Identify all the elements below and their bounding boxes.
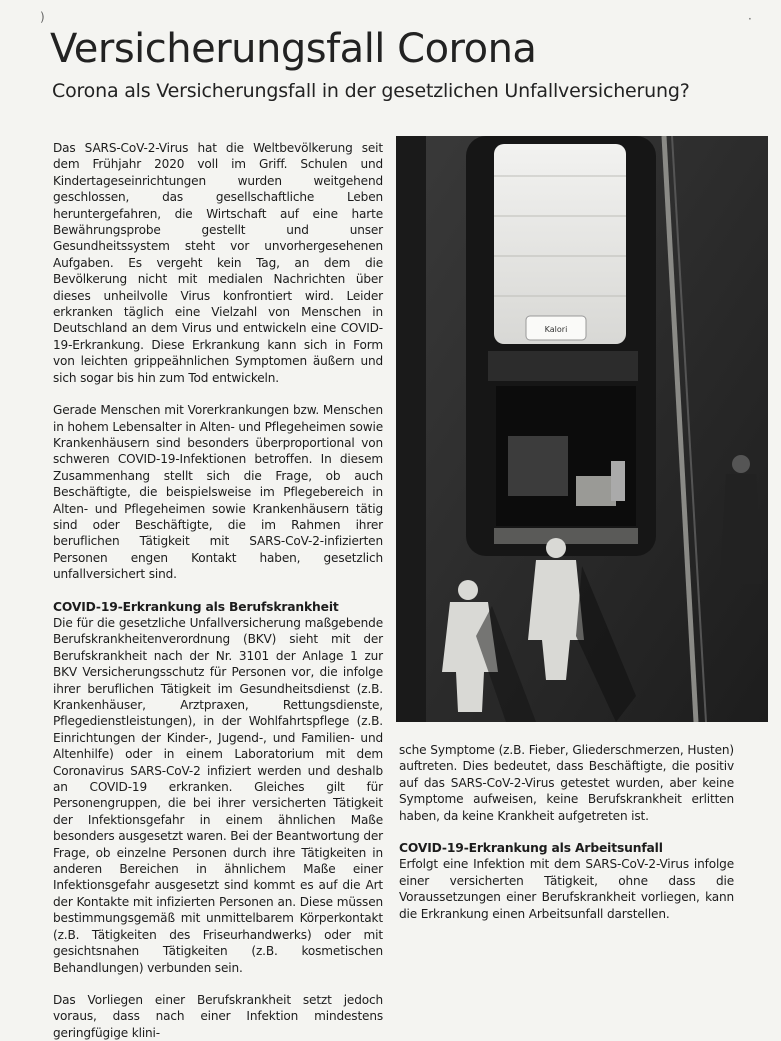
- van-brand-label: Kalori: [544, 325, 568, 334]
- paragraph: Gerade Menschen mit Vorerkrankungen bzw. Menschen in hohem Lebensalter in Alten- und Pflegeheimen sowie Krankenhäusern sind besonders überproportional von schweren COVID-19-Infektionen betroffen. In diesem Zusammenhang stellt sich die Frage, ob auch Beschäftigte, die beispielsweise im Pflegebereich in Alten- und Pflegeheimen sowie Krankenhäusern tätig sind oder Beschäftigte, die im Rahmen ihrer beruflichen Tätigkeit mit SARS-CoV-2-infizierten Personen engen Kontakt haben, gesetzlich unfallversichert sind.: [53, 403, 383, 582]
- paragraph: sche Symptome (z.B. Fieber, Gliederschmerzen, Husten) auftreten. Dies bedeutet, dass Beschäftigte, die positiv auf das SARS-CoV-2-Virus getestet wurden, aber keine Symptome aufweisen, keine Berufskrankheit erlitten haben, da keine Krankheit aufgetreten ist.: [399, 743, 734, 823]
- page-title: Versicherungsfall Corona: [50, 26, 537, 72]
- right-column: [399, 742, 734, 938]
- margin-mark: ): [40, 10, 45, 24]
- ambulance-photo: [396, 136, 768, 722]
- intro-paragraph: Das SARS-CoV-2-Virus hat die Weltbevölkerung seit dem Frühjahr 2020 voll im Griff. Schulen und Kindertageseinrichtungen wurden weitgehend geschlossen, das gesellschaftliche Leben heruntergefahren, die Wirtschaft auf eine harte Bewährungsprobe gestellt und unser Gesundheitssystem steht vor unvorhergesehenen Aufgaben. Es vergeht kein Tag, an dem die Bevölkerung nicht mit medialen Nachrichten über dieses unheilvolle Virus konfrontiert wird. Leider erkranken täglich eine Vielzahl von Menschen in Deutschland an dem Virus und entwickeln eine COVID-19-Erkrankung. Diese Erkrankung kann sich in Form von leichten grippeähnlichen Symptomen äußern und sich sogar bis hin zum Tod entwickeln.: [53, 141, 383, 385]
- left-column: [53, 140, 383, 1041]
- margin-mark: ·: [748, 12, 752, 26]
- paragraph: Erfolgt eine Infektion mit dem SARS-CoV-2-Virus infolge einer versicherten Tätigkeit, ohne dass die Voraussetzungen einer Berufskrankheit vorliegen, kann die Erkrankung einen Arbeitsunfall darstellen.: [399, 857, 734, 921]
- paragraph: Das Vorliegen einer Berufskrankheit setzt jedoch voraus, dass nach einer Infektion mindestens geringfügige klini-: [53, 992, 383, 1040]
- section-heading-arbeitsunfall: COVID-19-Erkrankung als Arbeitsunfall: [399, 841, 663, 856]
- section-heading-berufskrankheit: COVID-19-Erkrankung als Berufskrankheit: [53, 599, 339, 614]
- paragraph: Die für die gesetzliche Unfallversicherung maßgebende Berufskrankheitenverordnung (BKV) sieht mit der Berufskrankheit nach der Nr. 3101 der Anlage 1 zur BKV Versicherungsschutz für Personen vor, die infolge ihrer beruflichen Tätigkeit im Gesundheitsdienst (z.B. Krankenhäuser, Arztpraxen, Rettungsdienste, Pflegedienstleistungen), in der Wohlfahrtspflege (z.B. Einrichtungen der Kinder-, Jugend-, und Familien- und Altenhilfe) oder in einem Laboratorium mit dem Coronavirus SARS-CoV-2 infiziert werden und deshalb an COVID-19 erkranken. Gleiches gilt für Personengruppen, die bei ihrer versicherten Tätigkeit der Infektionsgefahr in einem ähnlichen Maße besonders ausgesetzt waren. Bei der Beantwortung der Frage, ob einzelne Personen durch ihre Tätigkeiten in anderen Bereichen in ähnlichem Maße einer Infektionsgefahr ausgesetzt sind kommt es auf die Art der Kontakte mit infizierten Personen an. Diese müssen bestimmungsgemäß mit unmittelbarem Körperkontakt (z.B. Tätigkeiten des Friseurhandwerks) oder mit gesichtsnahen Tätigkeiten (z.B. kosmetischen Behandlungen) verbunden sein.: [53, 615, 384, 975]
- page-subtitle: Corona als Versicherungsfall in der gesetzlichen Unfallversicherung?: [52, 80, 690, 102]
